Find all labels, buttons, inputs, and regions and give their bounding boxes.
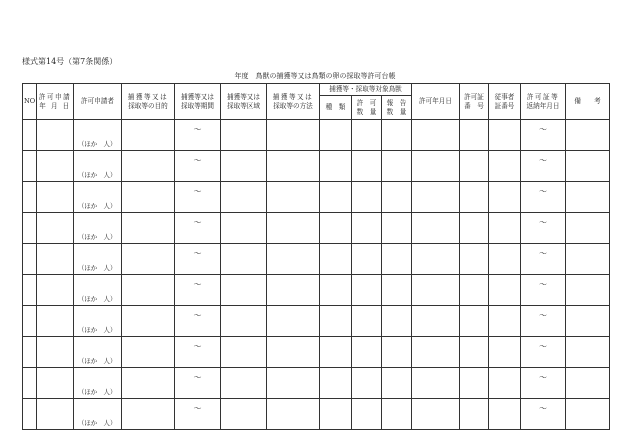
cell-remarks[interactable] — [566, 399, 610, 430]
form-number: 様式第14号（第7条関係） — [22, 57, 118, 66]
header-permitted-quantity: 許 可 数 量 — [352, 96, 382, 120]
ledger-title: 年度 鳥獣の捕獲等又は鳥類の卵の採取等許可台帳 — [234, 72, 396, 80]
header-purpose: 捕獲等又は 採取等の目的 — [122, 84, 175, 120]
header-target-species-group: 捕獲等・採取等対象鳥獣 — [320, 84, 412, 96]
cell-area[interactable] — [221, 182, 267, 213]
cell-permit-date[interactable] — [412, 120, 460, 151]
additional-persons-note: （ほか 人） — [78, 419, 117, 428]
cell-period[interactable]: ～ — [175, 151, 221, 182]
cell-remarks[interactable] — [566, 120, 610, 151]
cell-permit-date[interactable] — [412, 368, 460, 399]
cell-area[interactable] — [221, 368, 267, 399]
cell-purpose[interactable] — [122, 337, 175, 368]
cell-reported-quantity[interactable] — [382, 275, 412, 306]
cell-method[interactable] — [267, 399, 320, 430]
cell-area[interactable] — [221, 151, 267, 182]
cell-reported-quantity[interactable] — [382, 244, 412, 275]
cell-return-date[interactable]: ～ — [521, 306, 566, 337]
header-reported-quantity: 報 告 数 量 — [382, 96, 412, 120]
cell-area[interactable] — [221, 120, 267, 151]
table-row — [23, 120, 610, 151]
cell-purpose[interactable] — [122, 151, 175, 182]
cell-no[interactable] — [23, 182, 37, 213]
table-body — [23, 120, 610, 430]
header-period: 捕獲等又は 採取等期間 — [175, 84, 221, 120]
cell-permit-date[interactable] — [412, 306, 460, 337]
additional-persons-note: （ほか 人） — [78, 264, 117, 273]
cell-application-date[interactable] — [37, 306, 74, 337]
cell-remarks[interactable] — [566, 182, 610, 213]
cell-reported-quantity[interactable] — [382, 182, 412, 213]
cell-area[interactable] — [221, 275, 267, 306]
cell-reported-quantity[interactable] — [382, 120, 412, 151]
cell-applicant[interactable] — [74, 275, 122, 306]
additional-persons-note: （ほか 人） — [78, 140, 117, 149]
cell-species[interactable] — [320, 306, 352, 337]
cell-permit-number[interactable] — [460, 182, 489, 213]
cell-permit-number[interactable] — [460, 151, 489, 182]
cell-worker-cert-number[interactable] — [489, 275, 521, 306]
cell-return-date[interactable]: ～ — [521, 120, 566, 151]
table-row — [23, 244, 610, 275]
table-row — [23, 151, 610, 182]
cell-application-date[interactable] — [37, 213, 74, 244]
cell-return-date[interactable]: ～ — [521, 244, 566, 275]
cell-application-date[interactable] — [37, 275, 74, 306]
cell-species[interactable] — [320, 368, 352, 399]
table-header — [23, 84, 610, 120]
cell-area[interactable] — [221, 213, 267, 244]
cell-worker-cert-number[interactable] — [489, 120, 521, 151]
additional-persons-note: （ほか 人） — [78, 388, 117, 397]
cell-period[interactable]: ～ — [175, 368, 221, 399]
cell-reported-quantity[interactable] — [382, 213, 412, 244]
header-area: 捕獲等又は 採取等区域 — [221, 84, 267, 120]
cell-purpose[interactable] — [122, 306, 175, 337]
cell-worker-cert-number[interactable] — [489, 151, 521, 182]
table-row — [23, 399, 610, 430]
header-permit-date: 許可年月日 — [412, 84, 460, 120]
header-no: NO — [23, 84, 37, 120]
header-species: 種 類 — [320, 96, 352, 120]
cell-species[interactable] — [320, 244, 352, 275]
cell-permit-number[interactable] — [460, 120, 489, 151]
cell-reported-quantity[interactable] — [382, 368, 412, 399]
cell-permit-date[interactable] — [412, 337, 460, 368]
cell-permitted-quantity[interactable] — [352, 182, 382, 213]
additional-persons-note: （ほか 人） — [78, 295, 117, 304]
cell-purpose[interactable] — [122, 275, 175, 306]
cell-worker-cert-number[interactable] — [489, 244, 521, 275]
cell-area[interactable] — [221, 399, 267, 430]
cell-remarks[interactable] — [566, 213, 610, 244]
cell-no[interactable] — [23, 399, 37, 430]
cell-no[interactable] — [23, 120, 37, 151]
cell-method[interactable] — [267, 182, 320, 213]
cell-worker-cert-number[interactable] — [489, 337, 521, 368]
additional-persons-note: （ほか 人） — [78, 171, 117, 180]
cell-application-date[interactable] — [37, 337, 74, 368]
header-worker-cert-number: 従事者 証番号 — [489, 84, 521, 120]
cell-permitted-quantity[interactable] — [352, 244, 382, 275]
cell-period[interactable]: ～ — [175, 399, 221, 430]
cell-no[interactable] — [23, 368, 37, 399]
cell-worker-cert-number[interactable] — [489, 399, 521, 430]
cell-permit-number[interactable] — [460, 275, 489, 306]
cell-method[interactable] — [267, 275, 320, 306]
cell-worker-cert-number[interactable] — [489, 306, 521, 337]
cell-remarks[interactable] — [566, 275, 610, 306]
cell-method[interactable] — [267, 213, 320, 244]
cell-applicant[interactable] — [74, 213, 122, 244]
cell-permit-number[interactable] — [460, 213, 489, 244]
cell-worker-cert-number[interactable] — [489, 213, 521, 244]
cell-remarks[interactable] — [566, 368, 610, 399]
cell-species[interactable] — [320, 120, 352, 151]
cell-application-date[interactable] — [37, 244, 74, 275]
cell-area[interactable] — [221, 306, 267, 337]
cell-applicant[interactable] — [74, 151, 122, 182]
cell-permitted-quantity[interactable] — [352, 151, 382, 182]
cell-no[interactable] — [23, 151, 37, 182]
cell-permit-number[interactable] — [460, 337, 489, 368]
cell-period[interactable]: ～ — [175, 275, 221, 306]
cell-permit-date[interactable] — [412, 182, 460, 213]
cell-remarks[interactable] — [566, 151, 610, 182]
cell-return-date[interactable]: ～ — [521, 182, 566, 213]
cell-no[interactable] — [23, 337, 37, 368]
cell-species[interactable] — [320, 151, 352, 182]
cell-remarks[interactable] — [566, 306, 610, 337]
cell-application-date[interactable] — [37, 399, 74, 430]
header-return-date: 許可証等 返納年月日 — [521, 84, 566, 120]
cell-species[interactable] — [320, 275, 352, 306]
cell-method[interactable] — [267, 306, 320, 337]
cell-permit-date[interactable] — [412, 399, 460, 430]
cell-application-date[interactable] — [37, 182, 74, 213]
cell-permitted-quantity[interactable] — [352, 306, 382, 337]
cell-application-date[interactable] — [37, 151, 74, 182]
cell-purpose[interactable] — [122, 182, 175, 213]
table-row — [23, 337, 610, 368]
cell-method[interactable] — [267, 368, 320, 399]
cell-no[interactable] — [23, 306, 37, 337]
cell-method[interactable] — [267, 337, 320, 368]
cell-permitted-quantity[interactable] — [352, 275, 382, 306]
cell-species[interactable] — [320, 337, 352, 368]
cell-remarks[interactable] — [566, 337, 610, 368]
cell-applicant[interactable] — [74, 337, 122, 368]
cell-reported-quantity[interactable] — [382, 337, 412, 368]
cell-permitted-quantity[interactable] — [352, 213, 382, 244]
cell-area[interactable] — [221, 244, 267, 275]
cell-applicant[interactable] — [74, 120, 122, 151]
cell-applicant[interactable] — [74, 244, 122, 275]
cell-period[interactable]: ～ — [175, 244, 221, 275]
cell-worker-cert-number[interactable] — [489, 182, 521, 213]
cell-applicant[interactable] — [74, 399, 122, 430]
cell-method[interactable] — [267, 120, 320, 151]
cell-purpose[interactable] — [122, 399, 175, 430]
cell-period[interactable]: ～ — [175, 120, 221, 151]
table-row — [23, 368, 610, 399]
cell-permit-date[interactable] — [412, 275, 460, 306]
cell-return-date[interactable]: ～ — [521, 337, 566, 368]
cell-reported-quantity[interactable] — [382, 399, 412, 430]
additional-persons-note: （ほか 人） — [78, 233, 117, 242]
cell-applicant[interactable] — [74, 306, 122, 337]
header-method: 捕獲等又は 採取等の方法 — [267, 84, 320, 120]
cell-permit-date[interactable] — [412, 213, 460, 244]
cell-application-date[interactable] — [37, 120, 74, 151]
cell-period[interactable]: ～ — [175, 182, 221, 213]
cell-species[interactable] — [320, 182, 352, 213]
cell-no[interactable] — [23, 275, 37, 306]
cell-reported-quantity[interactable] — [382, 151, 412, 182]
additional-persons-note: （ほか 人） — [78, 357, 117, 366]
cell-permitted-quantity[interactable] — [352, 399, 382, 430]
cell-applicant[interactable] — [74, 182, 122, 213]
cell-method[interactable] — [267, 151, 320, 182]
permit-ledger-table — [22, 83, 610, 430]
cell-return-date[interactable]: ～ — [521, 151, 566, 182]
cell-species[interactable] — [320, 213, 352, 244]
cell-permit-number[interactable] — [460, 399, 489, 430]
cell-return-date[interactable]: ～ — [521, 399, 566, 430]
cell-worker-cert-number[interactable] — [489, 368, 521, 399]
cell-period[interactable]: ～ — [175, 306, 221, 337]
cell-permit-date[interactable] — [412, 151, 460, 182]
cell-return-date[interactable]: ～ — [521, 368, 566, 399]
header-applicant: 許可申請者 — [74, 84, 122, 120]
cell-area[interactable] — [221, 337, 267, 368]
cell-method[interactable] — [267, 244, 320, 275]
cell-permit-number[interactable] — [460, 368, 489, 399]
cell-remarks[interactable] — [566, 244, 610, 275]
cell-return-date[interactable]: ～ — [521, 213, 566, 244]
cell-return-date[interactable]: ～ — [521, 275, 566, 306]
cell-period[interactable]: ～ — [175, 337, 221, 368]
cell-permitted-quantity[interactable] — [352, 368, 382, 399]
cell-permitted-quantity[interactable] — [352, 120, 382, 151]
table-row — [23, 306, 610, 337]
cell-purpose[interactable] — [122, 244, 175, 275]
cell-species[interactable] — [320, 399, 352, 430]
cell-period[interactable]: ～ — [175, 213, 221, 244]
cell-permit-number[interactable] — [460, 306, 489, 337]
cell-permitted-quantity[interactable] — [352, 337, 382, 368]
cell-no[interactable] — [23, 213, 37, 244]
cell-purpose[interactable] — [122, 213, 175, 244]
table-row — [23, 275, 610, 306]
cell-applicant[interactable] — [74, 368, 122, 399]
cell-permit-date[interactable] — [412, 244, 460, 275]
cell-no[interactable] — [23, 244, 37, 275]
header-remarks: 備 考 — [566, 84, 610, 120]
cell-application-date[interactable] — [37, 368, 74, 399]
cell-permit-number[interactable] — [460, 244, 489, 275]
table-row — [23, 213, 610, 244]
table-row — [23, 182, 610, 213]
cell-purpose[interactable] — [122, 368, 175, 399]
header-permit-number: 許可証 番 号 — [460, 84, 489, 120]
header-application-date: 許可申請 年 月 日 — [37, 84, 74, 120]
additional-persons-note: （ほか 人） — [78, 326, 117, 335]
additional-persons-note: （ほか 人） — [78, 202, 117, 211]
cell-purpose[interactable] — [122, 120, 175, 151]
cell-reported-quantity[interactable] — [382, 306, 412, 337]
